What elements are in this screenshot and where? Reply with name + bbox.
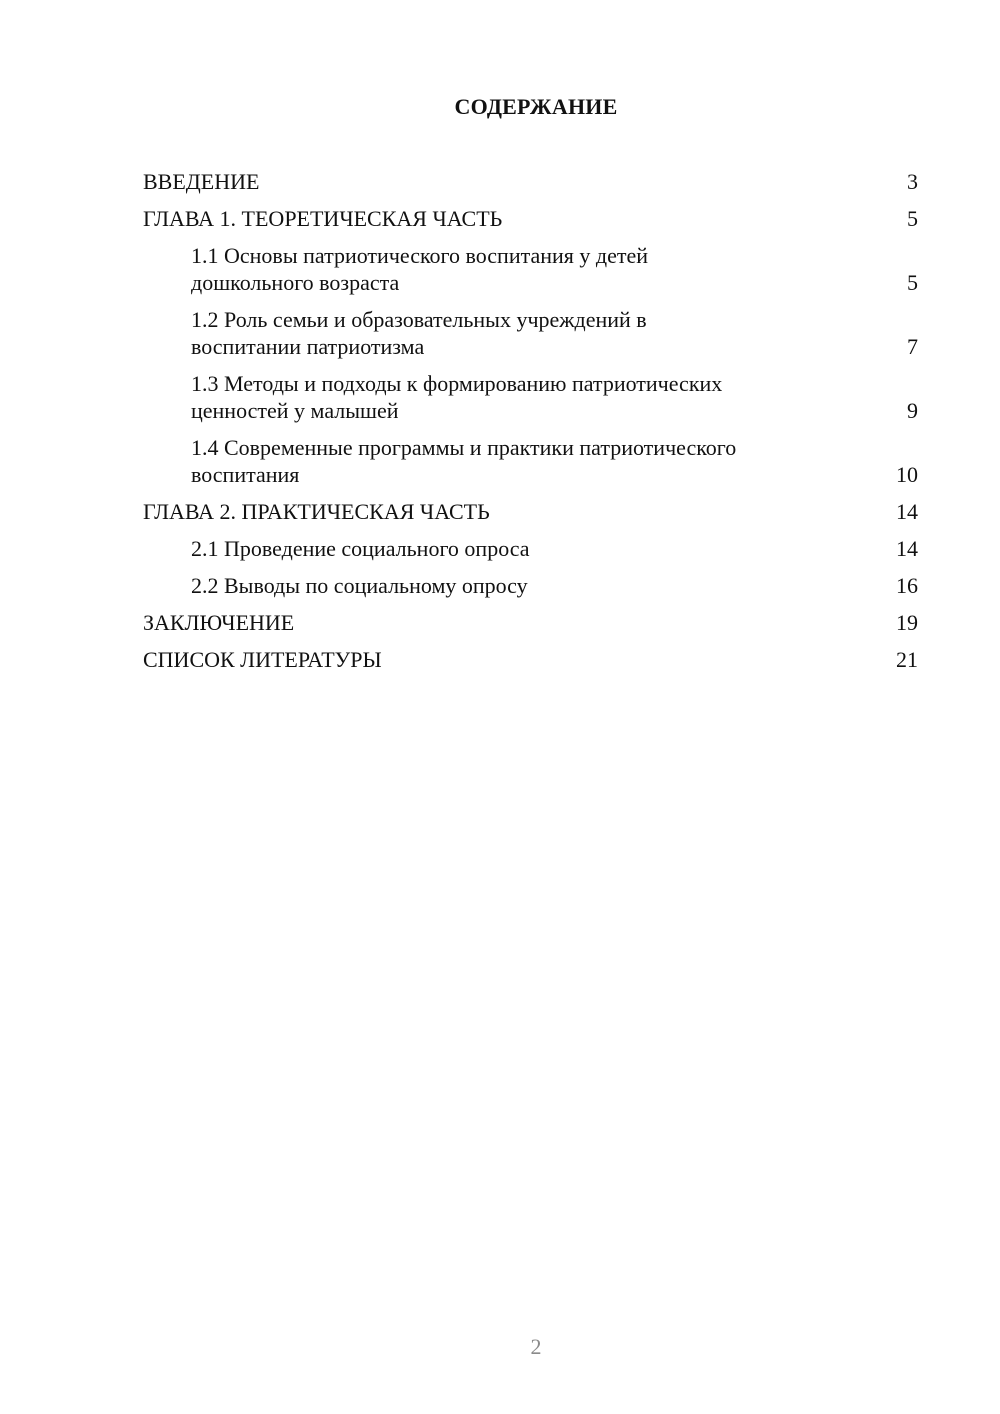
- toc-entry-chapter-2: [143, 498, 918, 525]
- page-number: 2: [530, 1334, 542, 1359]
- toc-entry-title: ЗАКЛЮЧЕНИЕ: [143, 610, 295, 635]
- toc-entry-page: 21: [896, 647, 918, 672]
- toc-entry-title: 1.2 Роль семьи и образовательных учреждений в воспитании патриотизма: [191, 307, 647, 359]
- toc-entry-references: [143, 646, 918, 673]
- toc-entry-section-2-2: [143, 572, 918, 599]
- toc-entry-page: 9: [907, 398, 918, 423]
- toc-entry-page: 7: [907, 334, 918, 359]
- toc-heading: СОДЕРЖАНИЕ: [454, 94, 618, 119]
- toc-entry-section-1-3: [143, 370, 918, 424]
- toc-entry-title: СПИСОК ЛИТЕРАТУРЫ: [143, 647, 382, 672]
- toc-entry-page: 19: [896, 610, 918, 635]
- toc-entry-introduction: [143, 168, 918, 195]
- toc-entry-title: 2.2 Выводы по социальному опросу: [191, 573, 528, 598]
- toc-entry-chapter-1: [143, 205, 918, 232]
- toc-entry-title: 1.3 Методы и подходы к формированию патриотических ценностей у малышей: [191, 371, 723, 423]
- toc-entry-title: 1.1 Основы патриотического воспитания у детей дошкольного возраста: [191, 243, 649, 295]
- toc-entry-section-2-1: [143, 535, 918, 562]
- toc-entry-title: 2.1 Проведение социального опроса: [191, 536, 530, 561]
- toc-entry-page: 10: [896, 462, 918, 487]
- toc-entry-page: 5: [907, 270, 918, 295]
- toc-entry-page: 3: [907, 169, 918, 194]
- toc-entry-title: ГЛАВА 2. ПРАКТИЧЕСКАЯ ЧАСТЬ: [143, 499, 490, 524]
- table-of-contents: [143, 168, 918, 683]
- toc-entry-title: 1.4 Современные программы и практики патриотического воспитания: [191, 435, 737, 487]
- toc-entry-page: 16: [896, 573, 918, 598]
- toc-entry-conclusion: [143, 609, 918, 636]
- toc-entry-section-1-4: [143, 434, 918, 488]
- toc-entry-page: 14: [896, 499, 918, 524]
- toc-entry-section-1-1: [143, 242, 918, 296]
- toc-entry-page: 5: [907, 206, 918, 231]
- toc-entry-section-1-2: [143, 306, 918, 360]
- toc-entry-title: ВВЕДЕНИЕ: [143, 169, 260, 194]
- toc-entry-page: 14: [896, 536, 918, 561]
- toc-entry-title: ГЛАВА 1. ТЕОРЕТИЧЕСКАЯ ЧАСТЬ: [143, 206, 503, 231]
